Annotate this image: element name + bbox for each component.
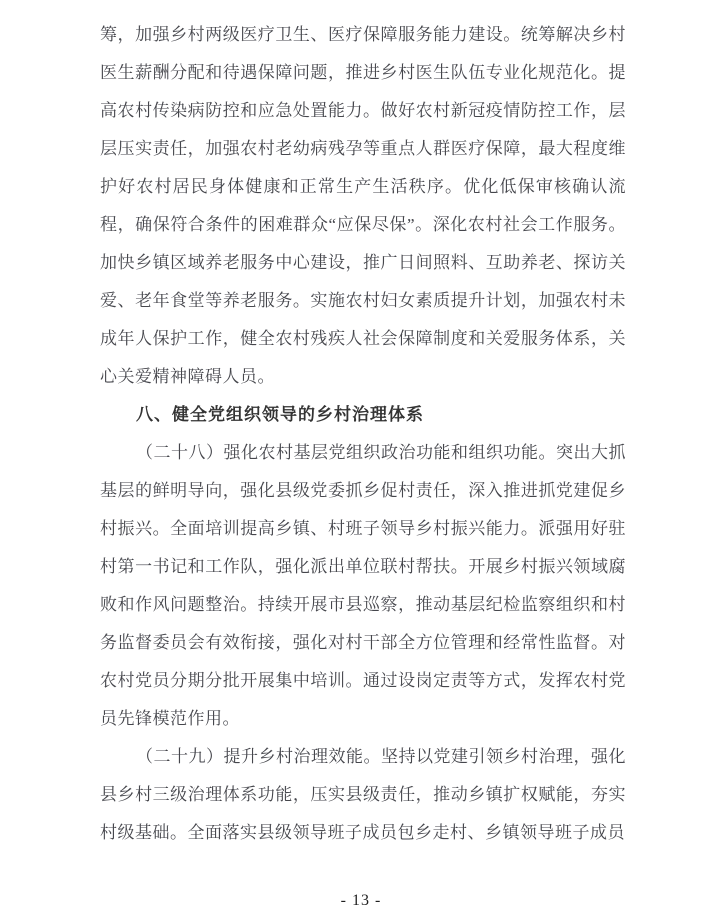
document-body (100, 16, 626, 852)
paragraph: 筹，加强乡村两级医疗卫生、医疗保障服务能力建设。统筹解决乡村医生薪酬分配和待遇保障问题，推进乡村医生队伍专业化规范化。提高农村传染病防控和应急处置能力。做好农村新冠疫情防控工作，层层压实责任，加强农村老幼病残孕等重点人群医疗保障，最大程度维护好农村居民身体健康和正常生产生活秩序。优化低保审核确认流程，确保符合条件的困难群众“应保尽保”。深化农村社会工作服务。加快乡镇区域养老服务中心建设，推广日间照料、互助养老、探访关爱、老年食堂等养老服务。实施农村妇女素质提升计划，加强农村未成年人保护工作，健全农村残疾人社会保障制度和关爱服务体系，关心关爱精神障碍人员。 (100, 25, 626, 386)
paragraph: （二十九）提升乡村治理效能。坚持以党建引领乡村治理，强化县乡村三级治理体系功能，压实县级责任，推动乡镇扩权赋能，夯实村级基础。全面落实县级领导班子成员包乡走村、乡镇领导班子成员 (100, 747, 626, 842)
paragraph: （二十八）强化农村基层党组织政治功能和组织功能。突出大抓基层的鲜明导向，强化县级党委抓乡促村责任，深入推进抓党建促乡村振兴。全面培训提高乡镇、村班子领导乡村振兴能力。派强用好驻村第一书记和工作队，强化派出单位联村帮扶。开展乡村振兴领域腐败和作风问题整治。持续开展市县巡察，推动基层纪检监察组织和村务监督委员会有效衔接，强化对村干部全方位管理和经常性监督。对农村党员分期分批开展集中培训。通过设岗定责等方式，发挥农村党员先锋模范作用。 (100, 443, 626, 728)
section-heading: 八、健全党组织领导的乡村治理体系 (136, 405, 424, 424)
page-number: - 13 - (340, 892, 382, 909)
